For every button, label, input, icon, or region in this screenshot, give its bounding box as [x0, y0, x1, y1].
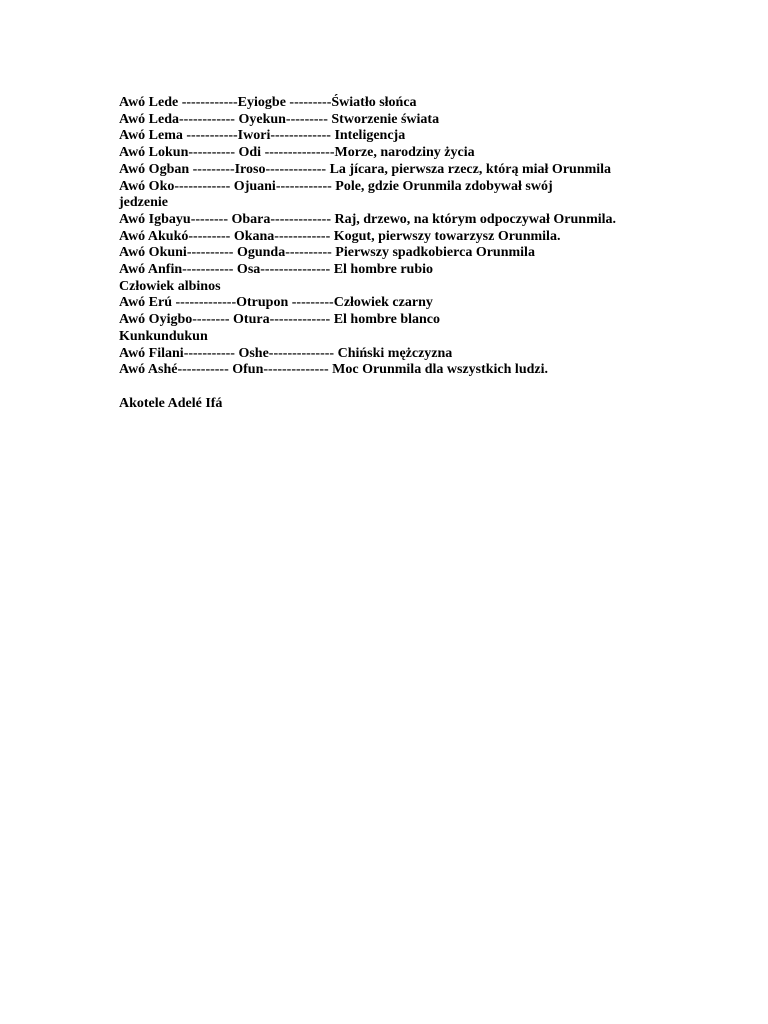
text-line-2: Awó Leda------------ Oyekun--------- Stworzenie świata [119, 111, 440, 127]
text-line-9: Awó Akukó--------- Okana------------ Kogut, pierwszy towarzysz Orunmila. [119, 228, 561, 244]
text-line-3: Awó Lema -----------Iwori------------- Inteligencja [119, 128, 406, 144]
text-line-8: Awó Igbayu-------- Obara------------- Raj, drzewo, na którym odpoczywał Orunmila. [119, 211, 617, 227]
text-line-12: Człowiek albinos [119, 278, 221, 294]
document-body [119, 95, 719, 412]
text-line-14: Awó Oyigbo-------- Otura------------- El hombre blanco [119, 312, 441, 328]
text-line-16: Awó Filani----------- Oshe-------------- Chiński mężczyzna [119, 345, 453, 361]
text-line-13: Awó Erú -------------Otrupon ---------Człowiek czarny [119, 295, 433, 311]
text-line-6: Awó Oko------------ Ojuani------------ Pole, gdzie Orunmila zdobywał swój [119, 178, 553, 194]
text-line-10: Awó Okuni---------- Ogunda---------- Pierwszy spadkobierca Orunmila [119, 245, 535, 261]
text-line-5: Awó Ogban ---------Iroso------------- La jícara, pierwsza rzecz, którą miał Orunmila [119, 161, 612, 177]
paragraph-gap [119, 379, 719, 396]
signature: Akotele Adelé Ifá [119, 395, 223, 411]
text-line-15: Kunkundukun [119, 328, 208, 344]
text-line-11: Awó Anfin----------- Osa--------------- El hombre rubio [119, 262, 434, 278]
text-line-7: jedzenie [119, 195, 168, 211]
text-line-17: Awó Ashé----------- Ofun-------------- Moc Orunmila dla wszystkich ludzi. [119, 362, 548, 378]
text-line-4: Awó Lokun---------- Odi ---------------Morze, narodziny życia [119, 145, 475, 161]
text-line-1: Awó Lede ------------Eyiogbe ---------Światło słońca [119, 95, 417, 110]
